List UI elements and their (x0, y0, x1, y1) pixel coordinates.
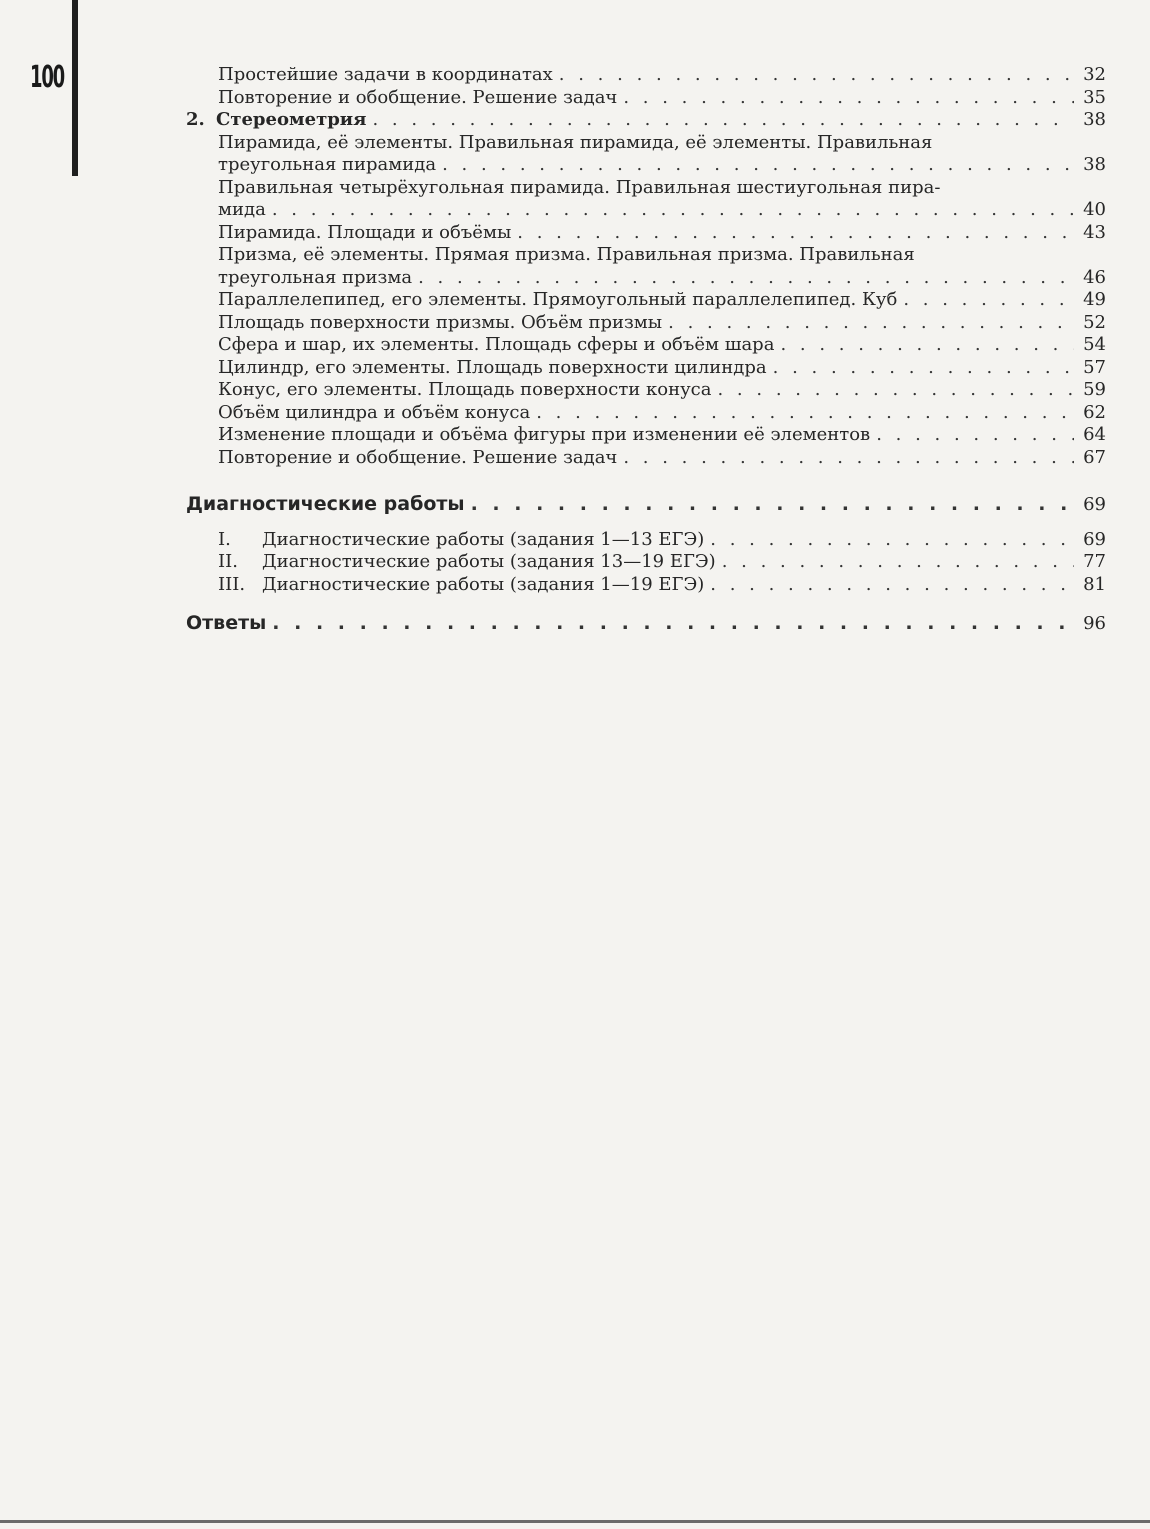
answers-page: 96 (1083, 613, 1106, 634)
toc-entry[interactable] (186, 177, 1106, 222)
diagnostic-section-title: Диагностические работы (186, 493, 465, 515)
toc-entry[interactable] (186, 402, 1106, 425)
diagnostic-item-numeral: III. (218, 573, 246, 595)
dot-leader (717, 379, 1074, 402)
dot-leader (722, 551, 1074, 574)
toc-entry-page: 67 (1083, 446, 1106, 468)
answers-entry[interactable] (186, 612, 1106, 636)
dot-leader (418, 267, 1074, 290)
chapter-entries (186, 132, 1106, 470)
toc-entry-title-line: треугольная пирамида (218, 154, 437, 175)
diagnostic-section-page: 69 (1083, 494, 1106, 515)
toc-entry[interactable] (186, 244, 1106, 289)
toc-entry-page: 32 (1083, 64, 1106, 85)
toc-entry-title-line: Объём цилиндра и объём конуса (218, 401, 531, 423)
toc-entry-title-line: Пирамида, её элементы. Правильная пирамида, её элементы. Правильная (218, 131, 933, 153)
top-entries (186, 64, 1106, 109)
toc-entry-title-line: Площадь поверхности призмы. Объём призмы (218, 311, 663, 333)
toc-entry-page: 46 (1083, 266, 1106, 288)
toc-entry-title-line: Цилиндр, его элементы. Площадь поверхности цилиндра (218, 356, 767, 378)
dot-leader (272, 199, 1074, 222)
toc-entry-page: 35 (1083, 86, 1106, 108)
toc-entry-title-line: Повторение и обобщение. Решение задач (218, 446, 618, 468)
toc-entry[interactable] (186, 379, 1106, 402)
chapter-number: 2. (186, 109, 205, 130)
dot-leader (773, 357, 1074, 380)
diagnostic-item-page: 69 (1083, 528, 1106, 550)
toc-entry-page: 62 (1083, 401, 1106, 423)
toc-entry-title-line: Повторение и обобщение. Решение задач (218, 86, 618, 108)
toc-entry[interactable] (186, 222, 1106, 245)
toc-entry-title-line: Пирамида. Площади и объёмы (218, 221, 512, 243)
dot-leader (442, 154, 1074, 177)
dot-leader (668, 312, 1074, 335)
dot-leader (710, 574, 1074, 597)
diagnostic-item-page: 81 (1083, 573, 1106, 595)
chapter-title: Стереометрия (216, 109, 367, 130)
chapter-page: 38 (1083, 109, 1106, 130)
dot-leader (517, 222, 1074, 245)
dot-leader (903, 289, 1074, 312)
toc-entry-title-line: Параллелепипед, его элементы. Прямоугольный параллелепипед. Куб (218, 289, 898, 310)
diagnostic-items (186, 529, 1106, 597)
margin-rule (72, 0, 78, 176)
toc-entry-page: 43 (1083, 221, 1106, 243)
toc-entry-page: 52 (1083, 311, 1106, 333)
diagnostic-item[interactable] (186, 529, 1106, 552)
page-number: 100 (30, 60, 64, 95)
dot-leader (559, 64, 1074, 87)
diagnostic-item[interactable] (186, 551, 1106, 574)
toc-entry[interactable] (186, 87, 1106, 110)
diagnostic-item-title: Диагностические работы (задания 1—13 ЕГЭ) (262, 528, 705, 550)
toc-entry-page: 40 (1083, 199, 1106, 220)
dot-leader (710, 529, 1074, 552)
toc-entry[interactable] (186, 132, 1106, 177)
toc-entry-title-line: Сфера и шар, их элементы. Площадь сферы и объём шара (218, 334, 775, 355)
toc-entry[interactable] (186, 64, 1106, 87)
toc-entry[interactable] (186, 447, 1106, 470)
dot-leader (623, 447, 1074, 470)
chapter-entry[interactable] (186, 109, 1106, 132)
toc-entry[interactable] (186, 424, 1106, 447)
diagnostic-item[interactable] (186, 574, 1106, 597)
dot-leader (471, 493, 1074, 516)
diagnostic-item-numeral: I. (218, 528, 231, 550)
toc-entry-page: 57 (1083, 356, 1106, 378)
diagnostic-item-title: Диагностические работы (задания 1—19 ЕГЭ) (262, 573, 705, 595)
toc-entry-title-line: Конус, его элементы. Площадь поверхности конуса (218, 379, 712, 400)
toc-entry-page: 54 (1083, 334, 1106, 355)
toc-entry-title-line: Изменение площади и объёма фигуры при изменении её элементов (218, 424, 871, 445)
dot-leader (372, 109, 1074, 132)
dot-leader (536, 402, 1074, 425)
table-of-contents (186, 64, 1106, 636)
toc-entry[interactable] (186, 289, 1106, 312)
diagnostic-item-page: 77 (1083, 551, 1106, 572)
bottom-rule (0, 1520, 1150, 1523)
dot-leader (272, 612, 1074, 635)
dot-leader (623, 87, 1074, 110)
diagnostic-item-title: Диагностические работы (задания 13—19 ЕГЭ) (262, 551, 716, 572)
toc-entry-title-line: мида (218, 199, 266, 220)
toc-entry[interactable] (186, 334, 1106, 357)
toc-entry-page: 38 (1083, 154, 1106, 175)
toc-entry-page: 64 (1083, 424, 1106, 445)
toc-entry[interactable] (186, 312, 1106, 335)
toc-entry-title-line: треугольная призма (218, 266, 413, 288)
diagnostic-section-entry[interactable] (186, 493, 1106, 517)
toc-entry[interactable] (186, 357, 1106, 380)
toc-entry-page: 59 (1083, 379, 1106, 400)
toc-entry-page: 49 (1083, 289, 1106, 310)
dot-leader (780, 334, 1074, 357)
diagnostic-item-numeral: II. (218, 551, 238, 572)
toc-entry-title-line: Призма, её элементы. Прямая призма. Правильная призма. Правильная (218, 244, 915, 265)
dot-leader (876, 424, 1074, 447)
toc-entry-title-line: Простейшие задачи в координатах (218, 64, 553, 85)
toc-entry-title-line: Правильная четырёхугольная пирамида. Правильная шестиугольная пира- (218, 176, 941, 198)
answers-title: Ответы (186, 612, 267, 634)
